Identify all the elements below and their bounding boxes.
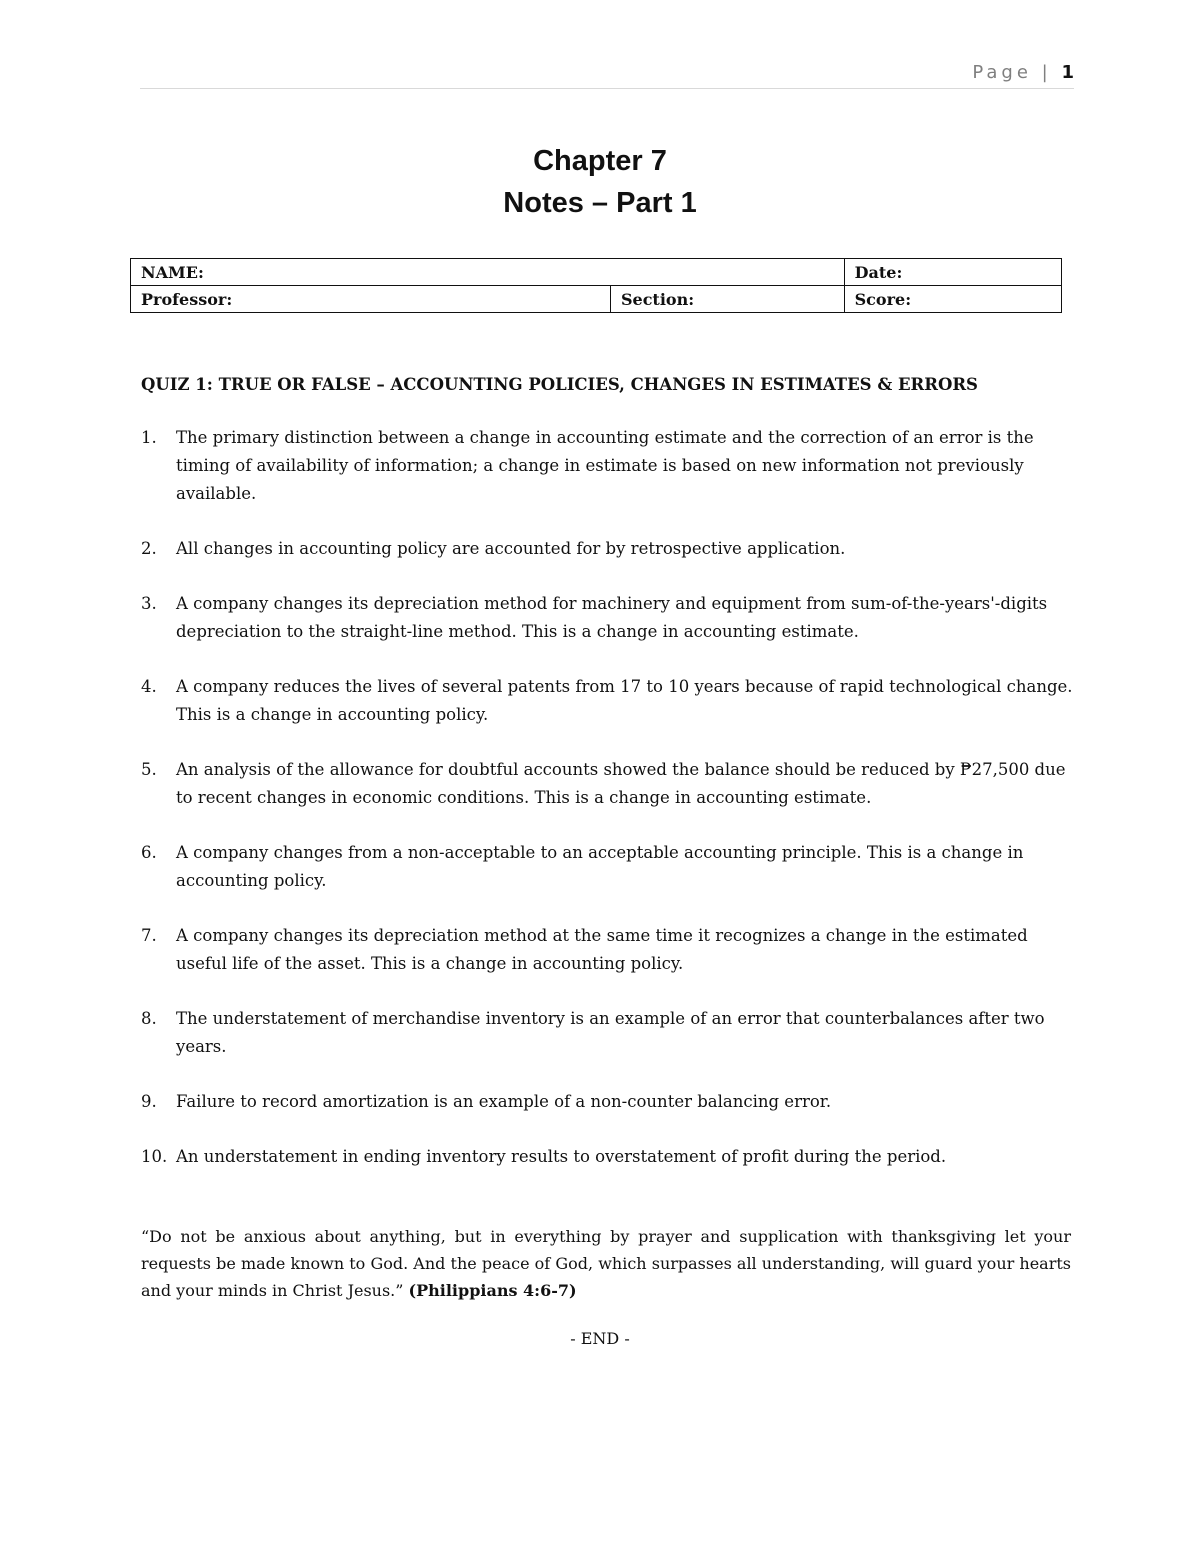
question-number: 9. — [141, 1092, 157, 1111]
quote-reference: (Philippians 4:6-7) — [408, 1281, 577, 1300]
page-number — [972, 62, 1074, 83]
score-cell: Score: — [844, 286, 1061, 313]
end-mark: - END - — [570, 1329, 630, 1348]
question-number: 3. — [141, 594, 157, 613]
question-number: 5. — [141, 760, 157, 779]
quote-text: “Do not be anxious about anything, but in everything by prayer and supplication with thanksgiving let your requests be made known to God. And the peace of God, which surpasses all understanding, will guard your hearts and your minds in Christ Jesus.” — [141, 1227, 1071, 1300]
question-number: 2. — [141, 539, 157, 558]
question-text: An understatement in ending inventory results to overstatement of profit during the period. — [176, 1147, 947, 1166]
page-label: Page — [972, 62, 1032, 83]
info-row-1 — [131, 259, 1062, 286]
question-number: 8. — [141, 1009, 157, 1028]
section-cell: Section: — [610, 286, 844, 313]
date-cell: Date: — [844, 259, 1061, 286]
question-text: An analysis of the allowance for doubtful accounts showed the balance should be reduced by ₱27,500 due to recent changes in economic conditions. This is a change in accounting estimate. — [176, 760, 1066, 807]
professor-cell: Professor: — [131, 286, 611, 313]
list-item — [141, 756, 1076, 812]
question-text: A company reduces the lives of several patents from 17 to 10 years because of rapid technological change. This is a change in accounting policy. — [176, 677, 1073, 724]
chapter-subtitle: Notes – Part 1 — [503, 187, 697, 219]
question-text: A company changes its depreciation method at the same time it recognizes a change in the estimated useful life of the asset. This is a change in accounting policy. — [176, 926, 1028, 973]
question-text: All changes in accounting policy are accounted for by retrospective application. — [176, 539, 846, 558]
list-item — [141, 1143, 1076, 1171]
list-item — [141, 839, 1076, 895]
page-header — [140, 58, 1074, 89]
question-text: The primary distinction between a change in accounting estimate and the correction of an error is the timing of availability of information; a change in estimate is based on new information not previously available. — [176, 428, 1034, 503]
list-item — [141, 535, 1076, 563]
list-item — [141, 1088, 1076, 1116]
question-number: 7. — [141, 926, 157, 945]
question-text: The understatement of merchandise inventory is an example of an error that counterbalances after two years. — [176, 1009, 1045, 1056]
question-text: Failure to record amortization is an example of a non-counter balancing error. — [176, 1092, 832, 1111]
name-cell: NAME: — [131, 259, 845, 286]
chapter-title: Chapter 7 — [533, 145, 667, 177]
list-item — [141, 424, 1076, 508]
quiz-heading: QUIZ 1: TRUE OR FALSE – ACCOUNTING POLICIES, CHANGES IN ESTIMATES & ERRORS — [141, 375, 978, 394]
list-item — [141, 1005, 1076, 1061]
question-text: A company changes its depreciation method for machinery and equipment from sum-of-the-years'-digits depreciation to the straight-line method. This is a change in accounting estimate. — [176, 594, 1048, 641]
question-text: A company changes from a non-acceptable to an acceptable accounting principle. This is a change in accounting policy. — [176, 843, 1024, 890]
page-number-value: 1 — [1061, 62, 1074, 83]
list-item — [141, 590, 1076, 646]
question-number: 6. — [141, 843, 157, 862]
student-info-table — [130, 258, 1062, 313]
question-number: 1. — [141, 428, 157, 447]
page-title — [0, 140, 1200, 224]
question-list — [141, 424, 1076, 1198]
page-separator: | — [1041, 62, 1048, 83]
info-row-2 — [131, 286, 1062, 313]
list-item — [141, 922, 1076, 978]
bible-quote — [141, 1223, 1071, 1304]
question-number: 4. — [141, 677, 157, 696]
list-item — [141, 673, 1076, 729]
question-number: 10. — [141, 1147, 168, 1166]
